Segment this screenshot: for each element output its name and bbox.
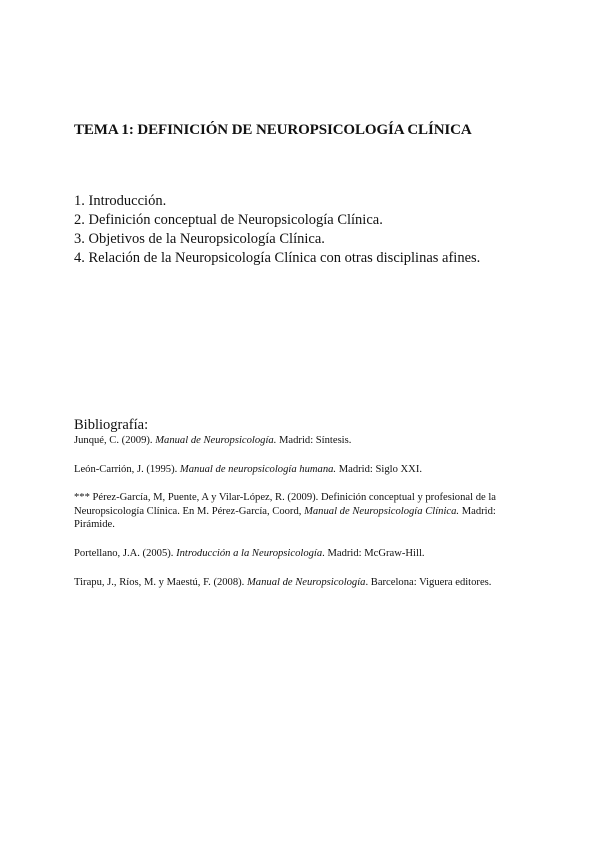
- reference-authors: Junqué, C. (2009).: [74, 435, 156, 446]
- reference-authors: Portellano, J.A. (2005).: [74, 547, 177, 559]
- outline-item: 2. Definición conceptual de Neuropsicología Clínica.: [74, 212, 383, 228]
- outline-item: 4. Relación de la Neuropsicología Clínica con otras disciplinas afines.: [74, 250, 481, 266]
- bibliography-heading: Bibliografía:: [74, 417, 149, 433]
- reference-item: [74, 547, 524, 561]
- reference-publisher: . Madrid: McGraw-Hill.: [322, 547, 425, 559]
- reference-item: [74, 463, 524, 477]
- reference-publisher: Madrid: Síntesis.: [276, 435, 352, 446]
- reference-item: [74, 576, 524, 590]
- topic-outline: [74, 192, 480, 268]
- reference-authors: León-Carrión, J. (1995).: [74, 463, 180, 475]
- outline-item: 1. Introducción.: [74, 193, 167, 209]
- reference-item: [74, 434, 524, 448]
- reference-authors: *** Pérez-García, M, Puente, A y Vilar-López, R. (2009). Definición conceptual y profesional de la Neuropsicología Clínica. En M. Pérez-García, Coord,: [74, 492, 496, 517]
- reference-publisher: . Barcelona: Viguera editores.: [365, 576, 492, 588]
- reference-publisher: Madrid: Pirámide.: [74, 505, 496, 531]
- reference-title: Manual de Neuropsicología Clínica.: [304, 505, 460, 517]
- reference-title: Manual de Neuropsicología.: [155, 435, 277, 446]
- outline-item: 3. Objetivos de la Neuropsicología Clínica.: [74, 231, 325, 247]
- reference-authors: Tirapu, J., Ríos, M. y Maestú, F. (2008).: [74, 576, 247, 588]
- reference-item: [74, 491, 524, 532]
- page-title: TEMA 1: DEFINICIÓN DE NEUROPSICOLOGÍA CLÍNICA: [74, 122, 472, 138]
- reference-title: Introducción a la Neuropsicología: [176, 547, 323, 559]
- reference-title: Manual de neuropsicología humana.: [179, 463, 337, 475]
- reference-publisher: Madrid: Siglo XXI.: [336, 463, 423, 475]
- reference-title: Manual de Neuropsicología: [246, 576, 366, 588]
- reference-list: [74, 434, 524, 604]
